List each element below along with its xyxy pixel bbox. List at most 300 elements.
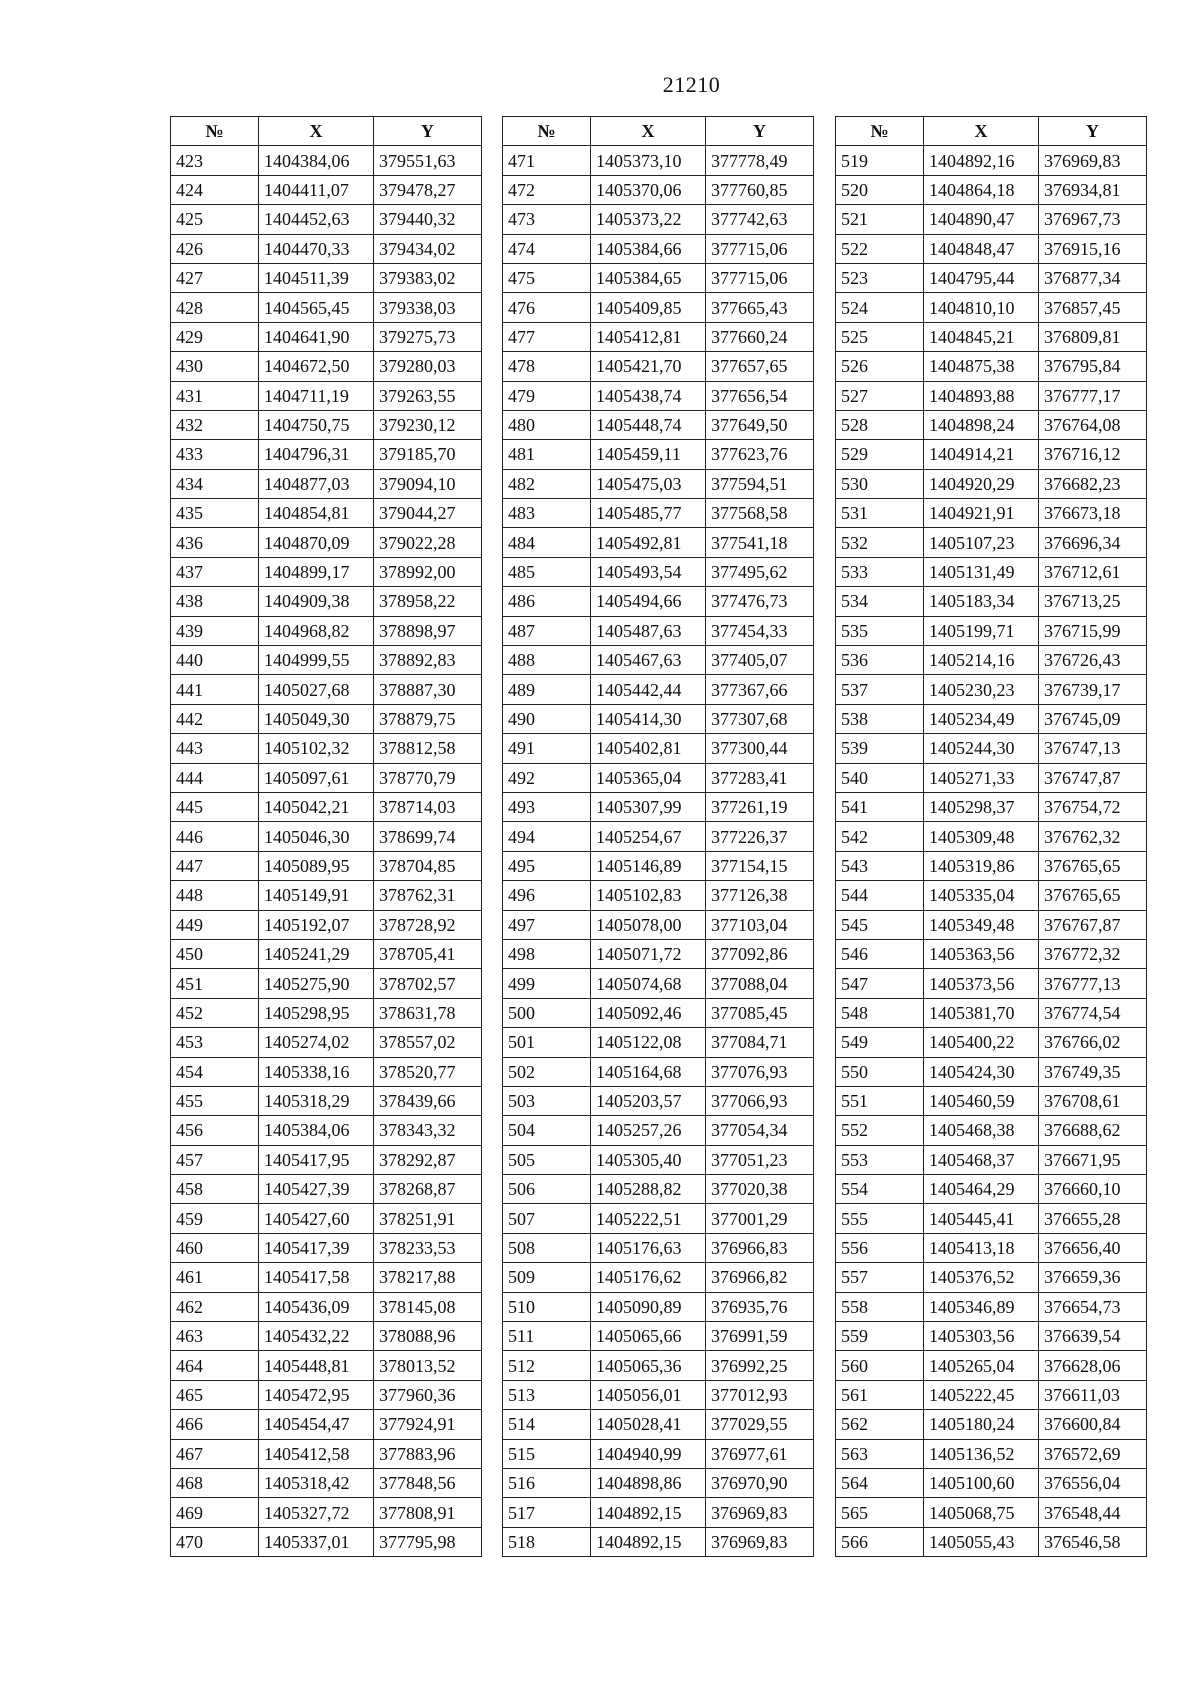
point-number-cell: 445 (171, 792, 259, 821)
y-coordinate-cell: 376660,10 (1039, 1175, 1147, 1204)
x-coordinate-cell: 1405298,95 (259, 998, 374, 1027)
point-number-cell: 431 (171, 381, 259, 410)
point-number-cell: 446 (171, 822, 259, 851)
table-row (503, 1527, 814, 1556)
point-number-cell: 425 (171, 205, 259, 234)
x-coordinate-cell: 1405485,77 (591, 499, 706, 528)
point-number-cell: 476 (503, 293, 591, 322)
x-coordinate-cell: 1405413,18 (924, 1233, 1039, 1262)
x-coordinate-cell: 1404711,19 (259, 381, 374, 410)
table-row (836, 528, 1147, 557)
table-row (171, 1086, 482, 1115)
y-coordinate-cell: 376572,69 (1039, 1439, 1147, 1468)
coordinates-table-3 (835, 116, 1147, 1557)
x-coordinate-cell: 1405409,85 (591, 293, 706, 322)
y-coordinate-cell: 379263,55 (374, 381, 482, 410)
table-header-row (171, 117, 482, 146)
x-coordinate-cell: 1404845,21 (924, 322, 1039, 351)
point-number-cell: 566 (836, 1527, 924, 1556)
y-coordinate-cell: 378892,83 (374, 646, 482, 675)
x-coordinate-cell: 1405078,00 (591, 910, 706, 939)
point-number-cell: 481 (503, 440, 591, 469)
y-coordinate-cell: 376766,02 (1039, 1028, 1147, 1057)
x-coordinate-cell: 1405090,89 (591, 1292, 706, 1321)
point-number-cell: 442 (171, 704, 259, 733)
x-coordinate-cell: 1405042,21 (259, 792, 374, 821)
point-number-cell: 539 (836, 734, 924, 763)
x-coordinate-cell: 1405046,30 (259, 822, 374, 851)
point-number-cell: 484 (503, 528, 591, 557)
point-number-cell: 528 (836, 410, 924, 439)
point-number-cell: 453 (171, 1028, 259, 1057)
table-row (171, 410, 482, 439)
table-row (836, 763, 1147, 792)
y-coordinate-cell: 377103,04 (706, 910, 814, 939)
y-coordinate-cell: 377808,91 (374, 1498, 482, 1527)
point-number-cell: 488 (503, 646, 591, 675)
y-coordinate-cell: 376600,84 (1039, 1410, 1147, 1439)
y-coordinate-cell: 378292,87 (374, 1145, 482, 1174)
point-number-cell: 428 (171, 293, 259, 322)
x-coordinate-cell: 1405384,65 (591, 263, 706, 292)
point-number-cell: 516 (503, 1468, 591, 1497)
x-coordinate-cell: 1405298,37 (924, 792, 1039, 821)
table-header-row (503, 117, 814, 146)
table-row (836, 1028, 1147, 1057)
x-coordinate-cell: 1404892,16 (924, 146, 1039, 175)
point-number-cell: 548 (836, 998, 924, 1027)
point-number-cell: 549 (836, 1028, 924, 1057)
y-coordinate-cell: 378013,52 (374, 1351, 482, 1380)
header-x: X (259, 117, 374, 146)
point-number-cell: 460 (171, 1233, 259, 1262)
y-coordinate-cell: 376809,81 (1039, 322, 1147, 351)
y-coordinate-cell: 377594,51 (706, 469, 814, 498)
y-coordinate-cell: 378958,22 (374, 587, 482, 616)
header-number: № (503, 117, 591, 146)
table-row (836, 469, 1147, 498)
table-row (836, 734, 1147, 763)
table-row (836, 293, 1147, 322)
table-row (836, 146, 1147, 175)
table-row (836, 1263, 1147, 1292)
y-coordinate-cell: 376712,61 (1039, 557, 1147, 586)
point-number-cell: 464 (171, 1351, 259, 1380)
point-number-cell: 561 (836, 1380, 924, 1409)
point-number-cell: 542 (836, 822, 924, 851)
y-coordinate-cell: 376716,12 (1039, 440, 1147, 469)
table-row (836, 851, 1147, 880)
table-row (171, 910, 482, 939)
y-coordinate-cell: 378728,92 (374, 910, 482, 939)
x-coordinate-cell: 1405192,07 (259, 910, 374, 939)
y-coordinate-cell: 376934,81 (1039, 175, 1147, 204)
table-row (503, 528, 814, 557)
point-number-cell: 537 (836, 675, 924, 704)
table-row (503, 1439, 814, 1468)
x-coordinate-cell: 1405107,23 (924, 528, 1039, 557)
x-coordinate-cell: 1405445,41 (924, 1204, 1039, 1233)
y-coordinate-cell: 377715,06 (706, 263, 814, 292)
y-coordinate-cell: 376772,32 (1039, 939, 1147, 968)
table-row (503, 881, 814, 910)
x-coordinate-cell: 1405373,56 (924, 969, 1039, 998)
x-coordinate-cell: 1405254,67 (591, 822, 706, 851)
point-number-cell: 531 (836, 499, 924, 528)
y-coordinate-cell: 377261,19 (706, 792, 814, 821)
y-coordinate-cell: 377568,58 (706, 499, 814, 528)
point-number-cell: 473 (503, 205, 591, 234)
x-coordinate-cell: 1404750,75 (259, 410, 374, 439)
y-coordinate-cell: 377226,37 (706, 822, 814, 851)
y-coordinate-cell: 376969,83 (706, 1498, 814, 1527)
y-coordinate-cell: 377454,33 (706, 616, 814, 645)
table-row (836, 381, 1147, 410)
coordinates-table-1 (170, 116, 482, 1557)
y-coordinate-cell: 377660,24 (706, 322, 814, 351)
x-coordinate-cell: 1405275,90 (259, 969, 374, 998)
y-coordinate-cell: 377367,66 (706, 675, 814, 704)
y-coordinate-cell: 376764,08 (1039, 410, 1147, 439)
x-coordinate-cell: 1405467,63 (591, 646, 706, 675)
table-row (836, 499, 1147, 528)
point-number-cell: 456 (171, 1116, 259, 1145)
y-coordinate-cell: 376654,73 (1039, 1292, 1147, 1321)
x-coordinate-cell: 1405319,86 (924, 851, 1039, 880)
point-number-cell: 529 (836, 440, 924, 469)
table-row (836, 1351, 1147, 1380)
x-coordinate-cell: 1405346,89 (924, 1292, 1039, 1321)
y-coordinate-cell: 377960,36 (374, 1380, 482, 1409)
x-coordinate-cell: 1405049,30 (259, 704, 374, 733)
table-row (503, 205, 814, 234)
x-coordinate-cell: 1404796,31 (259, 440, 374, 469)
table-row (171, 1145, 482, 1174)
table-row (503, 1233, 814, 1262)
x-coordinate-cell: 1405335,04 (924, 881, 1039, 910)
y-coordinate-cell: 377665,43 (706, 293, 814, 322)
y-coordinate-cell: 376966,83 (706, 1233, 814, 1262)
x-coordinate-cell: 1405412,81 (591, 322, 706, 351)
table-row (171, 1233, 482, 1262)
point-number-cell: 547 (836, 969, 924, 998)
table-row (171, 998, 482, 1027)
table-row (171, 1351, 482, 1380)
point-number-cell: 536 (836, 646, 924, 675)
table-row (836, 1322, 1147, 1351)
table-row (503, 792, 814, 821)
x-coordinate-cell: 1405164,68 (591, 1057, 706, 1086)
x-coordinate-cell: 1405303,56 (924, 1322, 1039, 1351)
table-row (171, 205, 482, 234)
point-number-cell: 544 (836, 881, 924, 910)
x-coordinate-cell: 1404890,47 (924, 205, 1039, 234)
point-number-cell: 563 (836, 1439, 924, 1468)
y-coordinate-cell: 377623,76 (706, 440, 814, 469)
table-row (503, 1380, 814, 1409)
table-row (503, 440, 814, 469)
point-number-cell: 535 (836, 616, 924, 645)
table-row (503, 1498, 814, 1527)
table-row (171, 1498, 482, 1527)
x-coordinate-cell: 1405288,82 (591, 1175, 706, 1204)
x-coordinate-cell: 1404641,90 (259, 322, 374, 351)
table-row (171, 1263, 482, 1292)
point-number-cell: 509 (503, 1263, 591, 1292)
point-number-cell: 477 (503, 322, 591, 351)
table-row (836, 1116, 1147, 1145)
point-number-cell: 551 (836, 1086, 924, 1115)
point-number-cell: 511 (503, 1322, 591, 1351)
table-row (836, 792, 1147, 821)
x-coordinate-cell: 1405183,34 (924, 587, 1039, 616)
y-coordinate-cell: 376713,25 (1039, 587, 1147, 616)
x-coordinate-cell: 1405459,11 (591, 440, 706, 469)
point-number-cell: 524 (836, 293, 924, 322)
x-coordinate-cell: 1405149,91 (259, 881, 374, 910)
y-coordinate-cell: 377088,04 (706, 969, 814, 998)
y-coordinate-cell: 377126,38 (706, 881, 814, 910)
point-number-cell: 540 (836, 763, 924, 792)
table-row (836, 1498, 1147, 1527)
x-coordinate-cell: 1405384,66 (591, 234, 706, 263)
point-number-cell: 474 (503, 234, 591, 263)
y-coordinate-cell: 376970,90 (706, 1468, 814, 1497)
table-row (503, 1322, 814, 1351)
x-coordinate-cell: 1404920,29 (924, 469, 1039, 498)
x-coordinate-cell: 1404384,06 (259, 146, 374, 175)
table-row (171, 234, 482, 263)
point-number-cell: 500 (503, 998, 591, 1027)
table-row (836, 352, 1147, 381)
x-coordinate-cell: 1404470,33 (259, 234, 374, 263)
x-coordinate-cell: 1404795,44 (924, 263, 1039, 292)
x-coordinate-cell: 1404810,10 (924, 293, 1039, 322)
point-number-cell: 437 (171, 557, 259, 586)
table-row (836, 175, 1147, 204)
y-coordinate-cell: 376969,83 (1039, 146, 1147, 175)
point-number-cell: 534 (836, 587, 924, 616)
point-number-cell: 501 (503, 1028, 591, 1057)
point-number-cell: 492 (503, 763, 591, 792)
x-coordinate-cell: 1405065,36 (591, 1351, 706, 1380)
point-number-cell: 507 (503, 1204, 591, 1233)
x-coordinate-cell: 1405370,06 (591, 175, 706, 204)
x-coordinate-cell: 1405307,99 (591, 792, 706, 821)
table-row (171, 763, 482, 792)
table-row (836, 939, 1147, 968)
y-coordinate-cell: 378217,88 (374, 1263, 482, 1292)
point-number-cell: 505 (503, 1145, 591, 1174)
table-row (503, 734, 814, 763)
y-coordinate-cell: 376739,17 (1039, 675, 1147, 704)
x-coordinate-cell: 1405376,52 (924, 1263, 1039, 1292)
table-row (836, 234, 1147, 263)
point-number-cell: 448 (171, 881, 259, 910)
point-number-cell: 565 (836, 1498, 924, 1527)
x-coordinate-cell: 1405468,37 (924, 1145, 1039, 1174)
x-coordinate-cell: 1405028,41 (591, 1410, 706, 1439)
point-number-cell: 451 (171, 969, 259, 998)
y-coordinate-cell: 376656,40 (1039, 1233, 1147, 1262)
x-coordinate-cell: 1405454,47 (259, 1410, 374, 1439)
table-row (836, 998, 1147, 1027)
table-row (836, 675, 1147, 704)
table-row (171, 734, 482, 763)
point-number-cell: 494 (503, 822, 591, 851)
table-row (836, 1086, 1147, 1115)
table-row (171, 322, 482, 351)
x-coordinate-cell: 1405131,49 (924, 557, 1039, 586)
x-coordinate-cell: 1404870,09 (259, 528, 374, 557)
x-coordinate-cell: 1405102,83 (591, 881, 706, 910)
table-row (171, 1527, 482, 1556)
x-coordinate-cell: 1405214,16 (924, 646, 1039, 675)
y-coordinate-cell: 376935,76 (706, 1292, 814, 1321)
x-coordinate-cell: 1405492,81 (591, 528, 706, 557)
y-coordinate-cell: 377541,18 (706, 528, 814, 557)
point-number-cell: 454 (171, 1057, 259, 1086)
y-coordinate-cell: 379185,70 (374, 440, 482, 469)
table-row (836, 587, 1147, 616)
table-row (503, 469, 814, 498)
x-coordinate-cell: 1405122,08 (591, 1028, 706, 1057)
point-number-cell: 493 (503, 792, 591, 821)
table-row (836, 1468, 1147, 1497)
x-coordinate-cell: 1405400,22 (924, 1028, 1039, 1057)
table-row (171, 851, 482, 880)
point-number-cell: 512 (503, 1351, 591, 1380)
point-number-cell: 541 (836, 792, 924, 821)
y-coordinate-cell: 379551,63 (374, 146, 482, 175)
y-coordinate-cell: 379230,12 (374, 410, 482, 439)
x-coordinate-cell: 1405056,01 (591, 1380, 706, 1409)
table-row (171, 1057, 482, 1086)
x-coordinate-cell: 1404914,21 (924, 440, 1039, 469)
table-row (836, 1292, 1147, 1321)
table-row (503, 851, 814, 880)
point-number-cell: 515 (503, 1439, 591, 1468)
x-coordinate-cell: 1404898,24 (924, 410, 1039, 439)
x-coordinate-cell: 1404565,45 (259, 293, 374, 322)
point-number-cell: 424 (171, 175, 259, 204)
x-coordinate-cell: 1405265,04 (924, 1351, 1039, 1380)
point-number-cell: 497 (503, 910, 591, 939)
x-coordinate-cell: 1405487,63 (591, 616, 706, 645)
x-coordinate-cell: 1405414,30 (591, 704, 706, 733)
point-number-cell: 435 (171, 499, 259, 528)
x-coordinate-cell: 1405338,16 (259, 1057, 374, 1086)
x-coordinate-cell: 1405468,38 (924, 1116, 1039, 1145)
x-coordinate-cell: 1405176,62 (591, 1263, 706, 1292)
point-number-cell: 469 (171, 1498, 259, 1527)
table-header-row (836, 117, 1147, 146)
table-row (503, 1175, 814, 1204)
point-number-cell: 526 (836, 352, 924, 381)
y-coordinate-cell: 376992,25 (706, 1351, 814, 1380)
table-row (836, 440, 1147, 469)
point-number-cell: 444 (171, 763, 259, 792)
y-coordinate-cell: 378439,66 (374, 1086, 482, 1115)
x-coordinate-cell: 1405432,22 (259, 1322, 374, 1351)
point-number-cell: 423 (171, 146, 259, 175)
y-coordinate-cell: 377405,07 (706, 646, 814, 675)
y-coordinate-cell: 378812,58 (374, 734, 482, 763)
y-coordinate-cell: 377760,85 (706, 175, 814, 204)
y-coordinate-cell: 377154,15 (706, 851, 814, 880)
y-coordinate-cell: 377848,56 (374, 1468, 482, 1497)
point-number-cell: 427 (171, 263, 259, 292)
y-coordinate-cell: 378702,57 (374, 969, 482, 998)
point-number-cell: 434 (171, 469, 259, 498)
y-coordinate-cell: 376726,43 (1039, 646, 1147, 675)
point-number-cell: 513 (503, 1380, 591, 1409)
y-coordinate-cell: 377066,93 (706, 1086, 814, 1115)
x-coordinate-cell: 1405146,89 (591, 851, 706, 880)
point-number-cell: 517 (503, 1498, 591, 1527)
x-coordinate-cell: 1405475,03 (591, 469, 706, 498)
point-number-cell: 441 (171, 675, 259, 704)
y-coordinate-cell: 378251,91 (374, 1204, 482, 1233)
x-coordinate-cell: 1404893,88 (924, 381, 1039, 410)
x-coordinate-cell: 1405271,33 (924, 763, 1039, 792)
table-row (171, 675, 482, 704)
y-coordinate-cell: 376777,13 (1039, 969, 1147, 998)
y-coordinate-cell: 376857,45 (1039, 293, 1147, 322)
y-coordinate-cell: 377495,62 (706, 557, 814, 586)
table-row (836, 1057, 1147, 1086)
x-coordinate-cell: 1405027,68 (259, 675, 374, 704)
point-number-cell: 555 (836, 1204, 924, 1233)
point-number-cell: 438 (171, 587, 259, 616)
table-row (503, 557, 814, 586)
x-coordinate-cell: 1405412,58 (259, 1439, 374, 1468)
point-number-cell: 436 (171, 528, 259, 557)
y-coordinate-cell: 377307,68 (706, 704, 814, 733)
point-number-cell: 485 (503, 557, 591, 586)
y-coordinate-cell: 376548,44 (1039, 1498, 1147, 1527)
x-coordinate-cell: 1404909,38 (259, 587, 374, 616)
y-coordinate-cell: 379478,27 (374, 175, 482, 204)
y-coordinate-cell: 377029,55 (706, 1410, 814, 1439)
table-row (171, 1292, 482, 1321)
table-row (836, 910, 1147, 939)
x-coordinate-cell: 1405494,66 (591, 587, 706, 616)
table-row (503, 322, 814, 351)
table-row (503, 587, 814, 616)
y-coordinate-cell: 377283,41 (706, 763, 814, 792)
y-coordinate-cell: 377012,93 (706, 1380, 814, 1409)
y-coordinate-cell: 378992,00 (374, 557, 482, 586)
x-coordinate-cell: 1405305,40 (591, 1145, 706, 1174)
y-coordinate-cell: 376762,32 (1039, 822, 1147, 851)
x-coordinate-cell: 1404854,81 (259, 499, 374, 528)
point-number-cell: 543 (836, 851, 924, 880)
table-row (171, 939, 482, 968)
x-coordinate-cell: 1405244,30 (924, 734, 1039, 763)
x-coordinate-cell: 1405318,29 (259, 1086, 374, 1115)
y-coordinate-cell: 376546,58 (1039, 1527, 1147, 1556)
y-coordinate-cell: 377476,73 (706, 587, 814, 616)
table-row (836, 1145, 1147, 1174)
point-number-cell: 546 (836, 939, 924, 968)
point-number-cell: 463 (171, 1322, 259, 1351)
y-coordinate-cell: 378233,53 (374, 1233, 482, 1262)
point-number-cell: 560 (836, 1351, 924, 1380)
x-coordinate-cell: 1405071,72 (591, 939, 706, 968)
y-coordinate-cell: 378879,75 (374, 704, 482, 733)
y-coordinate-cell: 376628,06 (1039, 1351, 1147, 1380)
